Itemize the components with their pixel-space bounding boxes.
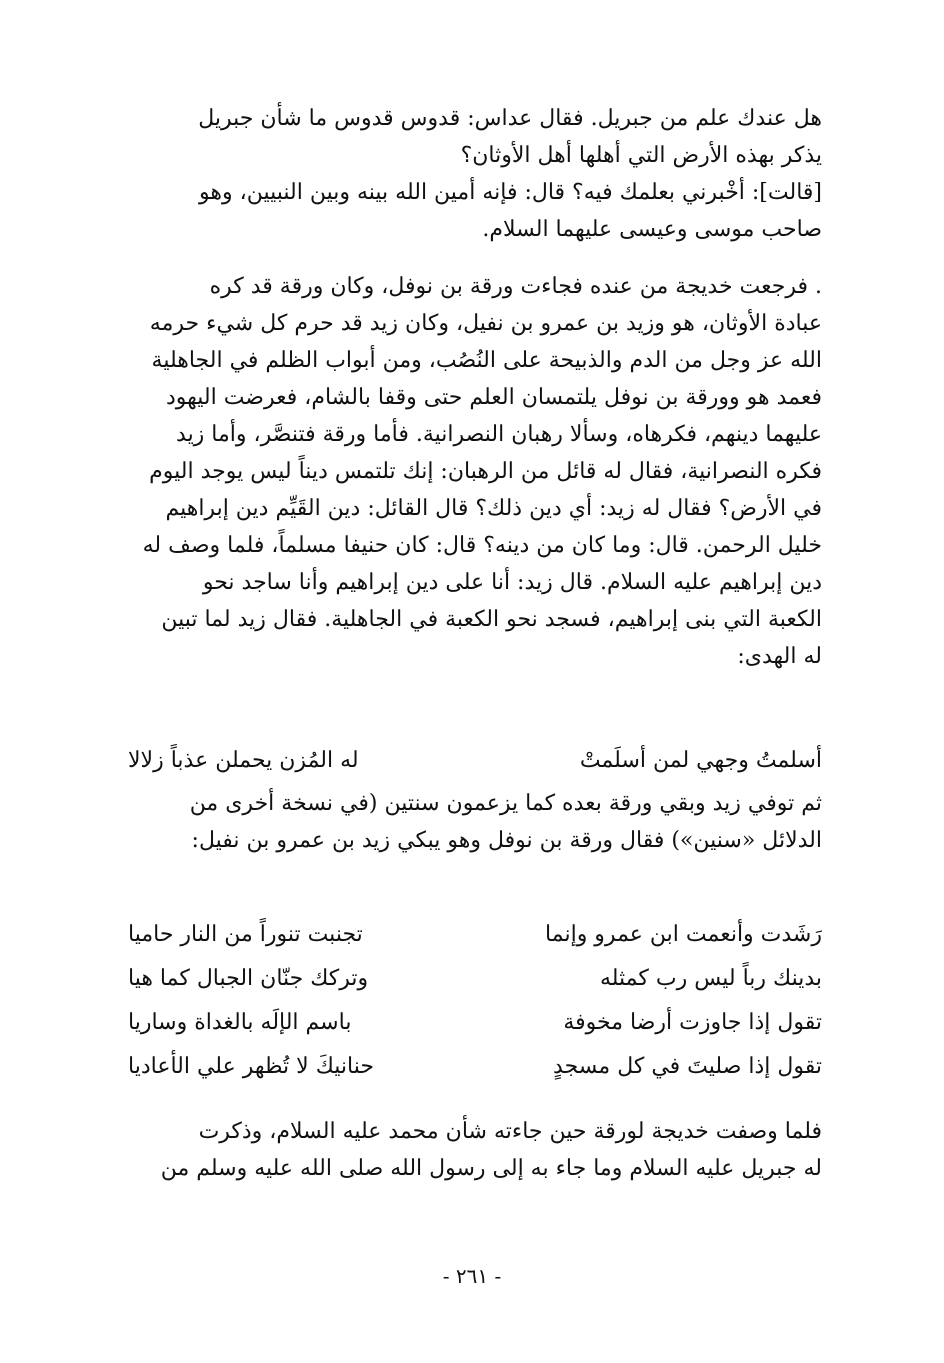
poem-second-hemistich: وتركك جنّان الجبال كما هيا bbox=[128, 965, 369, 991]
text-line: عبادة الأوثان، هو وزيد بن عمرو بن نفيل، وكان زيد قد حرم كل شيء حرمه bbox=[149, 311, 822, 336]
poem-first-hemistich: بدينك رباً ليس رب كمثله bbox=[599, 965, 822, 991]
text-line: الكعبة التي بنى إبراهيم، فسجد نحو الكعبة في الجاهلية. فقال زيد لما تبين bbox=[161, 607, 822, 632]
poem bbox=[128, 912, 822, 1088]
paragraph-waraqa-zayd bbox=[128, 268, 822, 675]
poem-first-hemistich: رَشَدت وأنعمت ابن عمرو وإنما bbox=[545, 921, 822, 947]
verse-second-hemistich: له المُزن يحملن عذباً زلالا bbox=[128, 748, 359, 773]
text-line: عليهما دينهم، فكرهاه، وسألا رهبان النصرانية. فأما ورقة فتنصَّر، وأما زيد bbox=[176, 422, 822, 447]
text-line: له جبريل عليه السلام وما جاء به إلى رسول الله صلى الله عليه وسلم من bbox=[160, 1156, 822, 1181]
text-line: دين إبراهيم عليه السلام. قال زيد: أنا على دين إبراهيم وأنا ساجد نحو bbox=[202, 570, 822, 595]
text-line: [قالت]: أخْبرني بعلمك فيه؟ قال: فإنه أمين الله بينه وبين النبيين، وهو bbox=[199, 180, 822, 205]
paragraph-abbas-dialogue bbox=[128, 100, 822, 248]
text-line: . فرجعت خديجة من عنده فجاءت ورقة بن نوفل، وكان ورقة قد كره bbox=[209, 274, 822, 299]
text-line: فلما وصفت خديجة لورقة حين جاءته شأن محمد عليه السلام، وذكرت bbox=[198, 1119, 822, 1144]
poem-second-hemistich: حنانيكَ لا تُظهر علي الأعاديا bbox=[128, 1053, 374, 1079]
poem-first-hemistich: تقول إذا صليتَ في كل مسجدٍ bbox=[553, 1053, 822, 1079]
verse-first-hemistich: أسلمتُ وجهي لمن أسلَمتْ bbox=[579, 748, 822, 773]
text-line: له الهدى: bbox=[737, 644, 822, 669]
paragraph-zayd-death bbox=[128, 785, 822, 859]
page-number: - ٢٦١ - bbox=[442, 1264, 502, 1288]
paragraph-khadija-description bbox=[128, 1113, 822, 1187]
text-line: فعمد هو وورقة بن نوفل يلتمسان العلم حتى وقفا بالشام، فعرضت اليهود bbox=[165, 385, 822, 410]
poem-verse bbox=[128, 1044, 822, 1088]
poem-second-hemistich: باسم الإلَه بالغداة وساريا bbox=[128, 1009, 352, 1035]
poem-second-hemistich: تجنبت تنوراً من النار حاميا bbox=[128, 921, 363, 947]
text-line: صاحب موسى وعيسى عليهما السلام. bbox=[482, 217, 822, 242]
text-line: خليل الرحمن. قال: وما كان من دينه؟ قال: كان حنيفا مسلماً، فلما وصف له bbox=[142, 533, 822, 558]
poem-first-hemistich: تقول إذا جاوزت أرضا مخوفة bbox=[563, 1009, 822, 1035]
text-line: الله عز وجل من الدم والذبيحة على النُصُب، ومن أبواب الظلم في الجاهلية bbox=[151, 348, 822, 373]
text-line: الدلائل «سنين») فقال ورقة بن نوفل وهو يبكي زيد بن عمرو بن نفيل: bbox=[191, 828, 822, 853]
verse-line bbox=[128, 742, 822, 779]
text-line: يذكر بهذه الأرض التي أهلها أهل الأوثان؟ bbox=[460, 143, 822, 168]
text-line: في الأرض؟ فقال له زيد: أي دين ذلك؟ قال القائل: دين القَيِّم دين إبراهيم bbox=[165, 496, 822, 521]
text-line: هل عندك علم من جبريل. فقال عداس: قدوس قدوس ما شأن جبريل bbox=[198, 106, 822, 131]
poem-verse bbox=[128, 956, 822, 1000]
poem-verse bbox=[128, 1000, 822, 1044]
text-line: فكره النصرانية، فقال له قائل من الرهبان: إنك تلتمس ديناً ليس يوجد اليوم bbox=[149, 459, 822, 484]
poem-verse bbox=[128, 912, 822, 956]
text-line: ثم توفي زيد وبقي ورقة بعده كما يزعمون سنتين (في نسخة أخرى من bbox=[189, 791, 822, 816]
